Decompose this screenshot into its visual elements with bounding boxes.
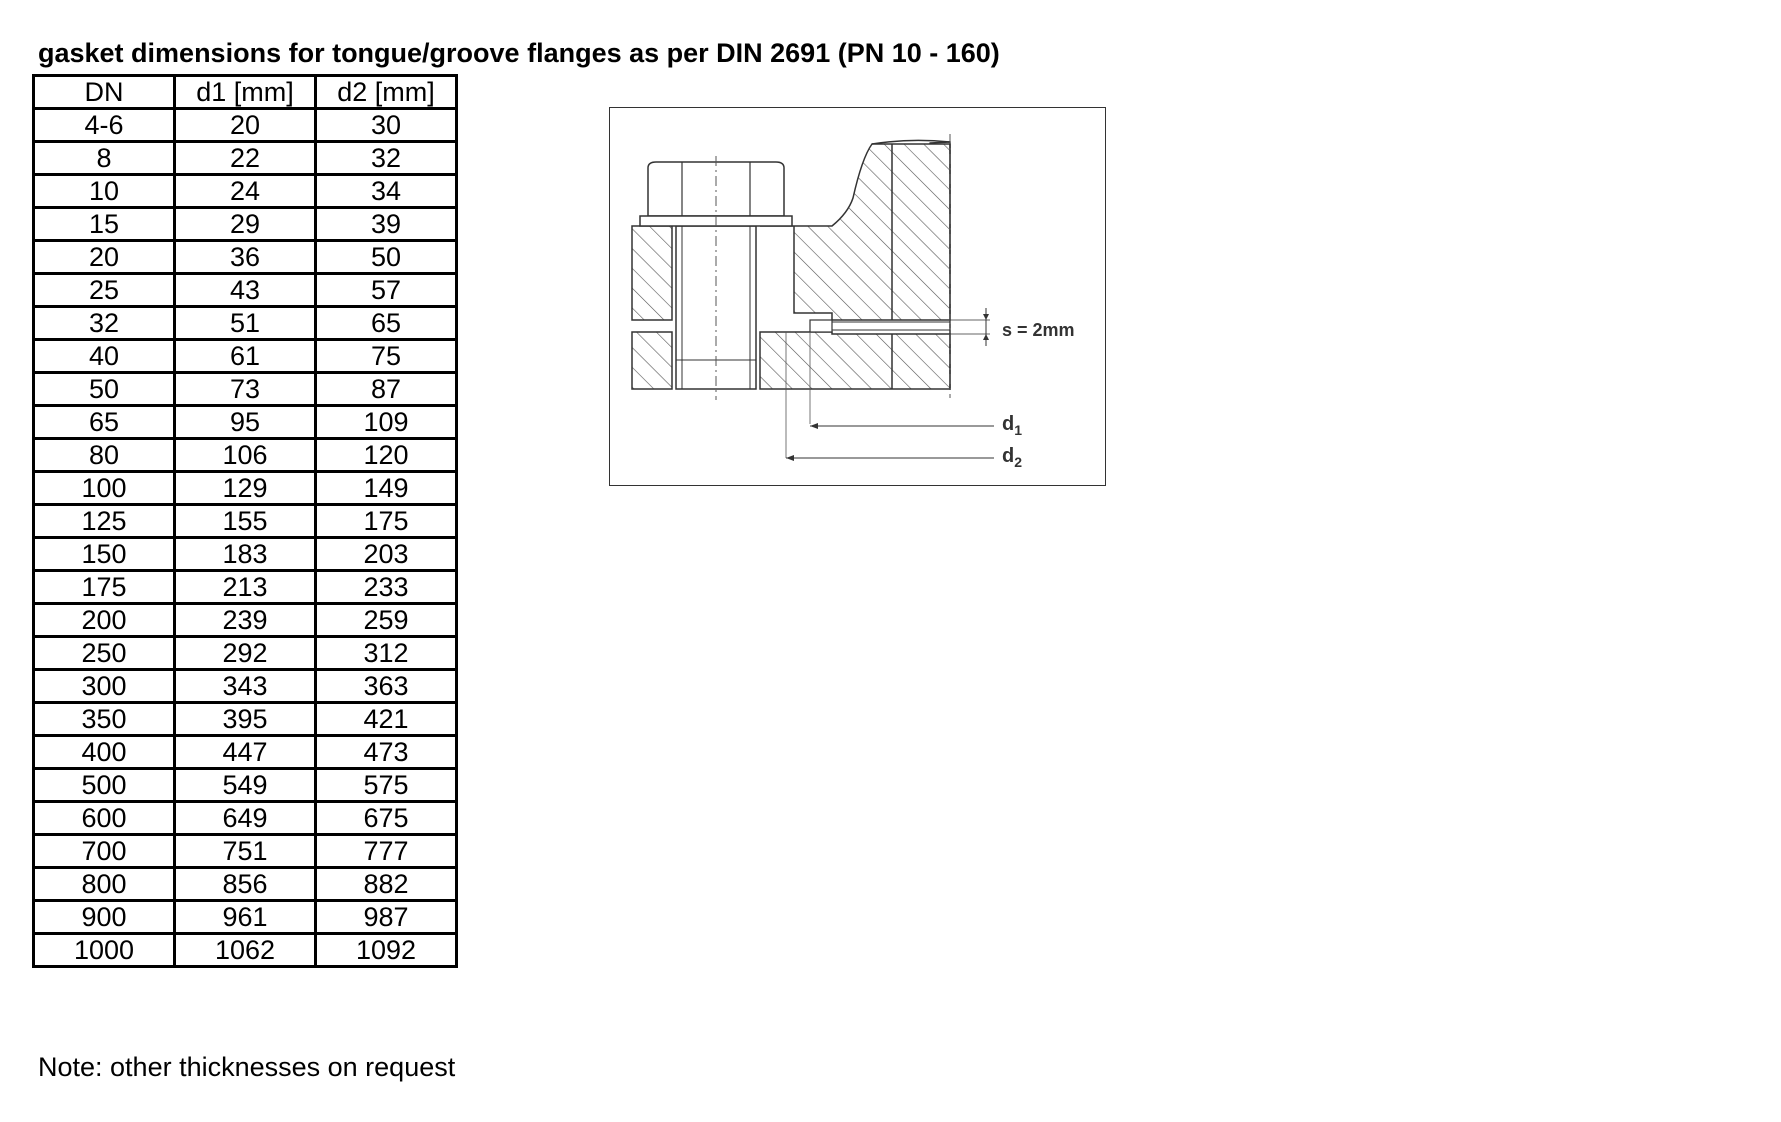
lower-flange-left-face — [632, 332, 672, 389]
d2-cell: 75 — [316, 340, 457, 373]
gasket — [810, 320, 832, 332]
dn-cell: 100 — [34, 472, 175, 505]
d2-cell: 233 — [316, 571, 457, 604]
d1-cell: 43 — [175, 274, 316, 307]
dn-cell: 250 — [34, 637, 175, 670]
table-row — [34, 373, 457, 406]
table-row — [34, 241, 457, 274]
d2-cell: 57 — [316, 274, 457, 307]
d2-cell: 39 — [316, 208, 457, 241]
dn-cell: 15 — [34, 208, 175, 241]
dn-cell: 25 — [34, 274, 175, 307]
d1-cell: 129 — [175, 472, 316, 505]
d1-cell: 549 — [175, 769, 316, 802]
table-row — [34, 307, 457, 340]
dn-cell: 125 — [34, 505, 175, 538]
dn-cell: 500 — [34, 769, 175, 802]
dn-cell: 175 — [34, 571, 175, 604]
d2-cell: 50 — [316, 241, 457, 274]
d1-cell: 61 — [175, 340, 316, 373]
d1-cell: 36 — [175, 241, 316, 274]
table-row — [34, 538, 457, 571]
table-row — [34, 142, 457, 175]
d2-cell: 675 — [316, 802, 457, 835]
d1-cell: 292 — [175, 637, 316, 670]
dn-cell: 50 — [34, 373, 175, 406]
d1-cell: 856 — [175, 868, 316, 901]
flange-cross-section-drawing — [610, 108, 1107, 487]
dn-cell: 10 — [34, 175, 175, 208]
d2-cell: 109 — [316, 406, 457, 439]
page-title: gasket dimensions for tongue/groove flanges as per DIN 2691 (PN 10 - 160) — [38, 38, 1000, 68]
d2-label: $d_2$ — [1002, 445, 1023, 470]
dn-cell: 600 — [34, 802, 175, 835]
table-row — [34, 670, 457, 703]
d1-cell: 213 — [175, 571, 316, 604]
column-header-dn: DN — [34, 76, 175, 109]
d2-cell: 87 — [316, 373, 457, 406]
d2-cell: 1092 — [316, 934, 457, 967]
dn-cell: 1000 — [34, 934, 175, 967]
thickness-label: s = 2mm — [1002, 320, 1075, 340]
table-row — [34, 472, 457, 505]
d2-cell: 363 — [316, 670, 457, 703]
dn-cell: 400 — [34, 736, 175, 769]
table-row — [34, 835, 457, 868]
d2-cell: 30 — [316, 109, 457, 142]
d2-cell: 259 — [316, 604, 457, 637]
dn-cell: 800 — [34, 868, 175, 901]
dn-cell: 300 — [34, 670, 175, 703]
d1-cell: 183 — [175, 538, 316, 571]
d1-cell: 155 — [175, 505, 316, 538]
table-row — [34, 868, 457, 901]
d1-cell: 447 — [175, 736, 316, 769]
table-row — [34, 109, 457, 142]
upper-flange-body — [760, 144, 950, 320]
d2-cell: 987 — [316, 901, 457, 934]
d1-cell: 961 — [175, 901, 316, 934]
column-header-d1: d1 [mm] — [175, 76, 316, 109]
d1-cell: 649 — [175, 802, 316, 835]
dn-cell: 900 — [34, 901, 175, 934]
d1-cell: 24 — [175, 175, 316, 208]
d2-cell: 175 — [316, 505, 457, 538]
d1-cell: 106 — [175, 439, 316, 472]
dn-cell: 80 — [34, 439, 175, 472]
d1-cell: 239 — [175, 604, 316, 637]
d2-cell: 203 — [316, 538, 457, 571]
table-row — [34, 208, 457, 241]
dn-cell: 65 — [34, 406, 175, 439]
table-row — [34, 637, 457, 670]
flange-diagram — [609, 107, 1106, 486]
table-row — [34, 604, 457, 637]
d2-cell: 65 — [316, 307, 457, 340]
table-row — [34, 439, 457, 472]
dn-cell: 20 — [34, 241, 175, 274]
dn-cell: 4-6 — [34, 109, 175, 142]
d2-cell: 882 — [316, 868, 457, 901]
table-row — [34, 934, 457, 967]
table-row — [34, 505, 457, 538]
table-row — [34, 175, 457, 208]
d1-cell: 22 — [175, 142, 316, 175]
gasket-dimensions-table — [32, 74, 458, 968]
table-row — [34, 406, 457, 439]
d1-cell: 395 — [175, 703, 316, 736]
table-row — [34, 769, 457, 802]
dn-cell: 8 — [34, 142, 175, 175]
lower-flange-body — [760, 332, 950, 389]
column-header-d2: d2 [mm] — [316, 76, 457, 109]
d1-cell: 751 — [175, 835, 316, 868]
d2-cell: 149 — [316, 472, 457, 505]
table-row — [34, 736, 457, 769]
d2-cell: 34 — [316, 175, 457, 208]
dn-cell: 150 — [34, 538, 175, 571]
table-header-row — [34, 76, 457, 109]
d1-cell: 1062 — [175, 934, 316, 967]
d2-cell: 120 — [316, 439, 457, 472]
d1-cell: 95 — [175, 406, 316, 439]
dn-cell: 32 — [34, 307, 175, 340]
d1-cell: 73 — [175, 373, 316, 406]
d2-cell: 32 — [316, 142, 457, 175]
d1-label: $d_1$ — [1002, 413, 1023, 438]
d1-cell: 20 — [175, 109, 316, 142]
table-row — [34, 703, 457, 736]
upper-flange-left-face — [632, 226, 672, 320]
table-row — [34, 802, 457, 835]
dn-cell: 700 — [34, 835, 175, 868]
d2-cell: 312 — [316, 637, 457, 670]
table-row — [34, 274, 457, 307]
d1-cell: 343 — [175, 670, 316, 703]
d1-cell: 29 — [175, 208, 316, 241]
table-row — [34, 340, 457, 373]
table-row — [34, 901, 457, 934]
table-body — [34, 109, 457, 967]
dn-cell: 350 — [34, 703, 175, 736]
dn-cell: 200 — [34, 604, 175, 637]
d1-cell: 51 — [175, 307, 316, 340]
d2-cell: 473 — [316, 736, 457, 769]
footnote: Note: other thicknesses on request — [38, 1052, 456, 1082]
table-row — [34, 571, 457, 604]
d2-cell: 777 — [316, 835, 457, 868]
dn-cell: 40 — [34, 340, 175, 373]
d2-cell: 421 — [316, 703, 457, 736]
d2-cell: 575 — [316, 769, 457, 802]
